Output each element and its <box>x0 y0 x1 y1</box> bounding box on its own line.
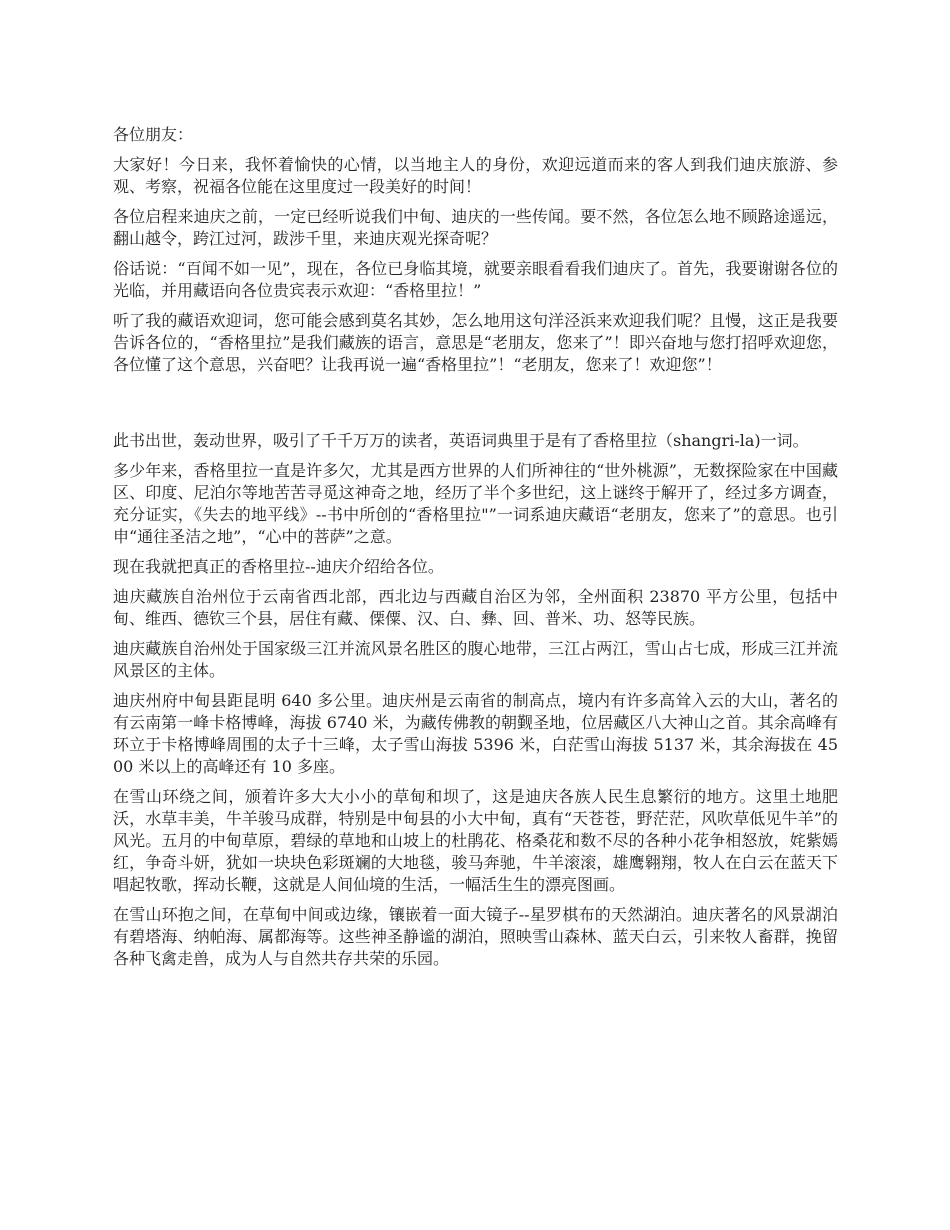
paragraph-greeting: 俗话说：“百闻不如一见”，现在，各位已身临其境，就要亲眼看看我们迪庆了。首先，我要谢谢各位的光临，并用藏语向各位贵宾表示欢迎：“香格里拉！” <box>113 259 838 300</box>
paragraph-mountains: 迪庆州府中甸县距昆明 640 多公里。迪庆州是云南省的制高点，境内有许多高耸入云的大山，著名的有云南第一峰卡格博峰，海拔 6740 米，为藏传佛教的朝觐圣地，位居藏区八大神山之首。其余高峰有环立于卡格博峰周围的太子十三峰，太子雪山海拔 5396 米，白茫雪山海拔 5137 米，其余海拔在 4500 米以上的高峰还有 10 多座。 <box>113 691 838 776</box>
section-gap <box>113 384 838 430</box>
paragraph-shangri-la: 多少年来，香格里拉一直是许多欠，尤其是西方世界的人们所神往的“世外桃源”，无数探险家在中国藏区、印度、尼泊尔等地苦苦寻觅这神奇之地，经历了半个多世纪，这上谜终于解开了，经过多方调查，充分证实，《失去的地平线》--书中所创的“香格里拉"”一词系迪庆藏语“老朋友，您来了”的意思。也引申“通往圣洁之地”，“心中的菩萨”之意。 <box>113 461 838 546</box>
paragraph-meaning: 听了我的藏语欢迎词，您可能会感到莫名其妙，怎么地用这句洋泾浜来欢迎我们呢？且慢，这正是我要告诉各位的，“香格里拉”是我们藏族的语言，意思是“老朋友，您来了”！即兴奋地与您打招呼欢迎您，各位懂了这个意思，兴奋吧？让我再说一遍“香格里拉”！“老朋友，您来了！欢迎您”！ <box>113 311 838 374</box>
paragraph-book: 此书出世，轰动世界，吸引了千千万万的读者，英语词典里于是有了香格里拉（shangri-la)一词。 <box>113 431 809 450</box>
paragraph-intro: 现在我就把真正的香格里拉--迪庆介绍给各位。 <box>113 557 444 576</box>
paragraph-welcome: 大家好！今日来，我怀着愉快的心情，以当地主人的身份，欢迎远道而来的客人到我们迪庆旅游、参观、考察，祝福各位能在这里度过一段美好的时间！ <box>113 155 838 196</box>
paragraph-grasslands: 在雪山环绕之间，颁着许多大大小小的草甸和坝了，这是迪庆各族人民生息繁衍的地方。这里土地肥沃，水草丰美，牛羊骏马成群，特别是中甸县的小大中甸，真有“天苍苍，野茫茫，风吹草低见牛羊”的风光。五月的中甸草原，碧绿的草地和山坡上的杜鹃花、格桑花和数不尽的各种小花争相怒放，姹紫嫣红，争奇斗妍，犹如一块块色彩斑斓的大地毯，骏马奔驰，牛羊滚滚，雄鹰翱翔，牧人在白云在蓝天下唱起牧歌，挥动长鞭，这就是人间仙境的生活，一幅活生生的漂亮图画。 <box>113 787 838 894</box>
document-page <box>113 124 838 978</box>
paragraph-location: 迪庆藏族自治州位于云南省西北部，西北边与西藏自治区为邻，全州面积 23870 平方公里，包括中甸、维西、德钦三个县，居住有藏、傈僳、汉、白、彝、回、普米、功、怒等民族。 <box>113 587 838 628</box>
salutation: 各位朋友： <box>113 125 194 144</box>
paragraph-lakes: 在雪山环抱之间，在草甸中间或边缘，镶嵌着一面大镜子--星罗棋布的天然湖泊。迪庆著名的风景湖泊有碧塔海、纳帕海、属都海等。这些神圣静谧的湖泊，照映雪山森林、蓝天白云，引来牧人畜群，挽留各种飞禽走兽，成为人与自然共存共荣的乐园。 <box>113 905 838 968</box>
paragraph-three-rivers: 迪庆藏族自治州处于国家级三江并流风景名胜区的腹心地带，三江占两江，雪山占七成，形成三江并流风景区的主体。 <box>113 639 838 680</box>
paragraph-rumors: 各位启程来迪庆之前，一定已经听说我们中甸、迪庆的一些传闻。要不然，各位怎么地不顾路途遥远，翻山越令，跨江过河，跋涉千里，来迪庆观光探奇呢？ <box>113 207 838 248</box>
